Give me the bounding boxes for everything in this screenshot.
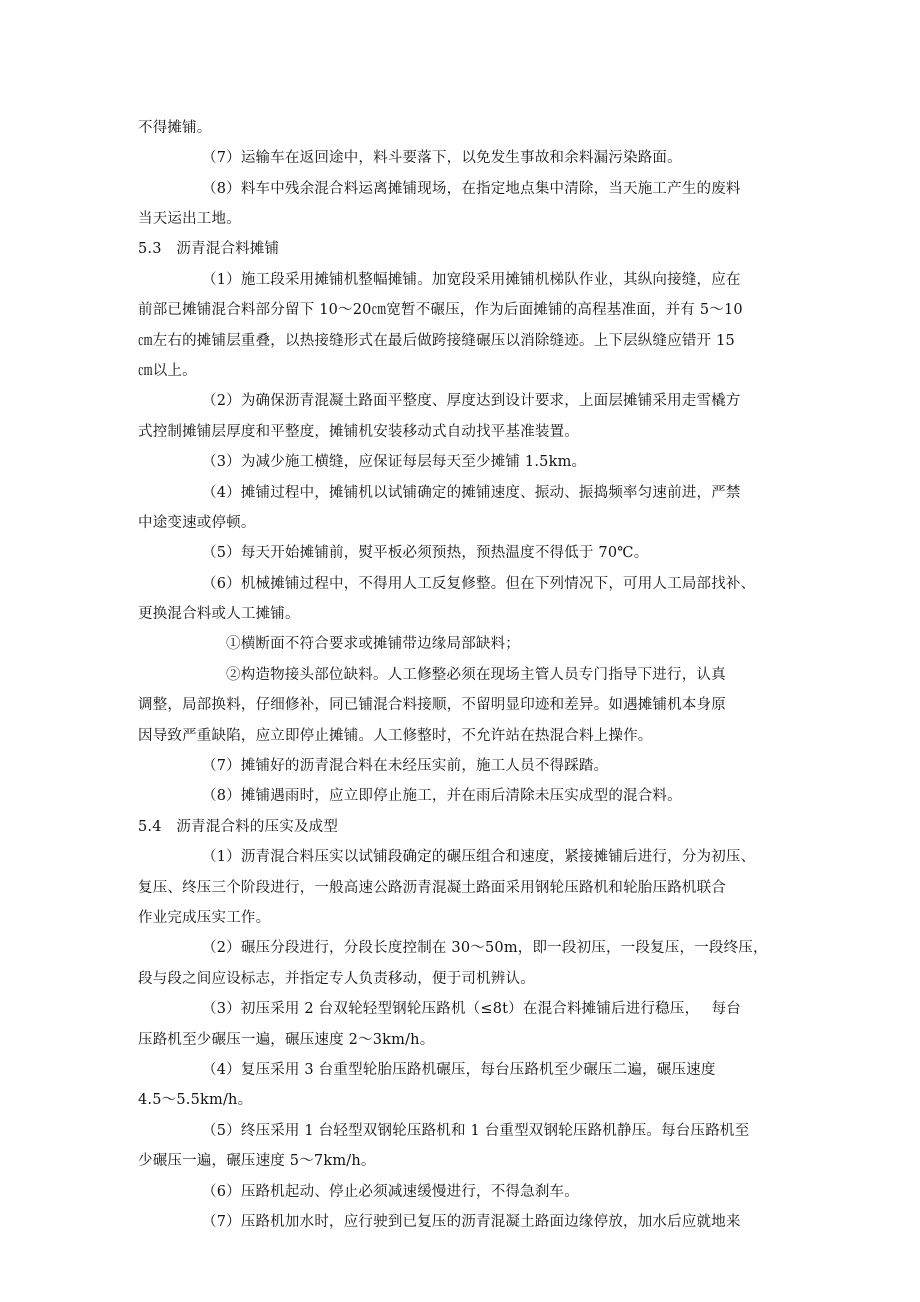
- text-line: 因导致严重缺陷，应立即停止摊铺。人工修整时，不允许站在热混合料上操作。: [138, 728, 653, 744]
- text-line: ㎝以上。: [138, 363, 197, 379]
- text-line: （6）压路机起动、停止必须减速缓慢进行，不得急刹车。: [202, 1184, 579, 1200]
- section-heading: 5.4 沥青混合料的压实及成型: [138, 819, 339, 835]
- text-line: 压路机至少碾压一遍，碾压速度 2～3km/h。: [138, 1032, 435, 1048]
- list-item: ②构造物接头部位缺料。人工修整必须在现场主管人员专门指导下进行，认真: [226, 667, 726, 683]
- text-line: （7）运输车在返回途中，料斗要落下，以免发生事故和余料漏污染路面。: [202, 150, 682, 166]
- list-item: ①横断面不符合要求或摊铺带边缘局部缺料；: [226, 636, 520, 652]
- text-line: 少碾压一遍，碾压速度 5～7km/h。: [138, 1153, 376, 1169]
- text-line: 中途变速或停顿。: [138, 515, 256, 531]
- text-line: （3）为减少施工横缝，应保证每层每天至少摊铺 1.5km。: [202, 454, 587, 470]
- text-line: （3）初压采用 2 台双轮轻型钢轮压路机（≤8t）在混合料摊铺后进行稳压， 每台: [202, 1001, 741, 1017]
- text-line: （7）压路机加水时，应行驶到已复压的沥青混凝土路面边缘停放，加水后应就地来: [202, 1214, 741, 1230]
- text-line: （4）摊铺过程中，摊铺机以试铺确定的摊铺速度、振动、振捣频率匀速前进，严禁: [202, 485, 741, 501]
- text-line: （1）沥青混合料压实以试铺段确定的碾压组合和速度，紧接摊铺后进行，分为初压、: [202, 849, 756, 865]
- text-line: 式控制摊铺层厚度和平整度，摊铺机安装移动式自动找平基准装置。: [138, 424, 579, 440]
- text-line: （2）为确保沥青混凝土路面平整度、厚度达到设计要求，上面层摊铺采用走雪橇方: [202, 393, 741, 409]
- text-line: （1）施工段采用摊铺机整幅摊铺。加宽段采用摊铺机梯队作业，其纵向接缝，应在: [202, 272, 741, 288]
- text-line: 作业完成压实工作。: [138, 910, 271, 926]
- section-heading: 5.3 沥青混合料摊铺: [138, 241, 280, 257]
- text-line: （2）碾压分段进行，分段长度控制在 30～50m，即一段初压，一段复压，一段终压，: [202, 940, 768, 956]
- text-line: 当天运出工地。: [138, 211, 241, 227]
- text-line: 更换混合料或人工摊铺。: [138, 606, 300, 622]
- text-line: 复压、终压三个阶段进行，一般高速公路沥青混凝土路面采用钢轮压路机和轮胎压路机联合: [138, 880, 726, 896]
- text-line: （6）机械摊铺过程中，不得用人工反复修整。但在下列情况下，可用人工局部找补、: [202, 576, 756, 592]
- text-line: （4）复压采用 3 台重型轮胎压路机碾压，每台压路机至少碾压二遍，碾压速度: [202, 1062, 716, 1078]
- text-line: 4.5～5.5km/h。: [138, 1092, 253, 1108]
- text-line: （7）摊铺好的沥青混合料在未经压实前，施工人员不得踩踏。: [202, 758, 609, 774]
- text-line: 前部已摊铺混合料部分留下 10～20㎝宽暂不碾压，作为后面摊铺的高程基准面，并有 5～10: [138, 302, 743, 318]
- text-line: （5）终压采用 1 台轻型双钢轮压路机和 1 台重型双钢轮压路机静压。每台压路机至: [202, 1123, 750, 1139]
- text-line: （8）摊铺遇雨时，应立即停止施工，并在雨后清除未压实成型的混合料。: [202, 788, 682, 804]
- text-line: （8）料车中残余混合料运离摊铺现场，在指定地点集中清除，当天施工产生的废料: [202, 181, 741, 197]
- text-line: 段与段之间应设标志，并指定专人负责移动，便于司机辨认。: [138, 971, 535, 987]
- text-line: （5）每天开始摊铺前，熨平板必须预热，预热温度不得低于 70℃。: [202, 545, 649, 561]
- text-line: ㎝左右的摊铺层重叠，以热接缝形式在最后做跨接缝碾压以消除缝迹。上下层纵缝应错开 15: [138, 333, 735, 349]
- text-line: 调整，局部换料，仔细修补，同已铺混合料接顺，不留明显印迹和差异。如遇摊铺机本身原: [138, 697, 726, 713]
- text-line: 不得摊铺。: [138, 120, 212, 136]
